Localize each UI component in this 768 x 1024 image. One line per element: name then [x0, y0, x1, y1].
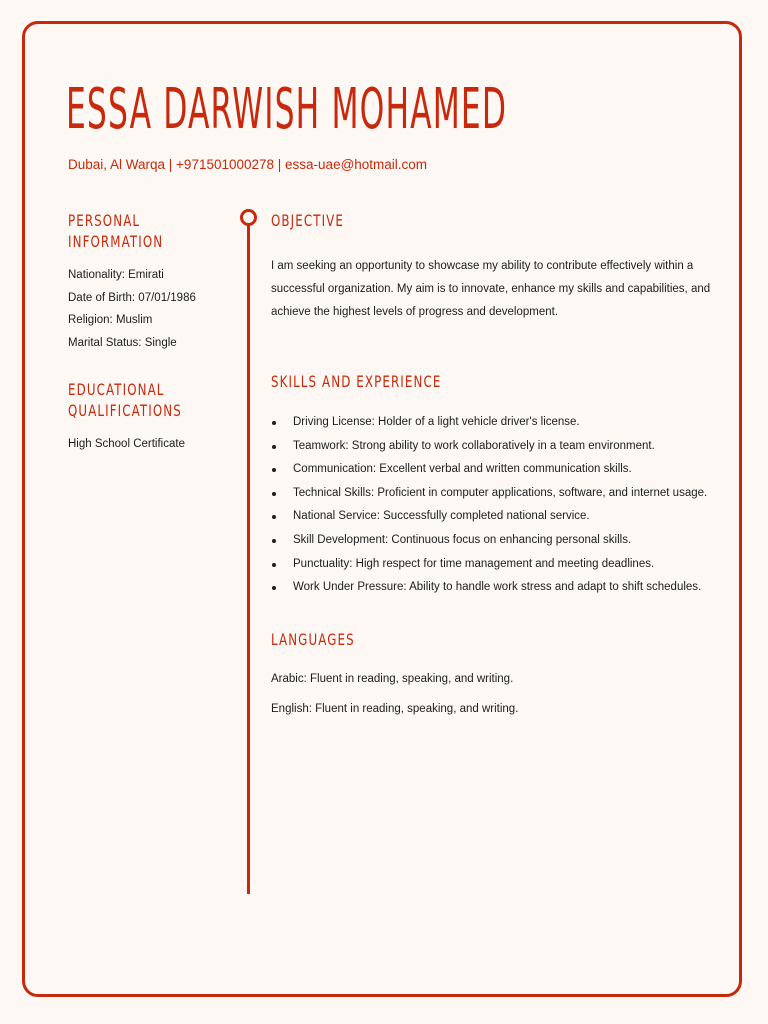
- resume-name: ESSA DARWISH MOHAMED: [66, 77, 508, 142]
- educational-qualifications-section: [68, 379, 228, 456]
- objective-heading: OBJECTIVE: [271, 211, 344, 230]
- list-item: Communication: Excellent verbal and written communication skills.: [271, 458, 721, 482]
- contact-line: Dubai, Al Warqa | +971501000278 | essa-uae@hotmail.com: [68, 157, 428, 172]
- skills-heading: SKILLS AND EXPERIENCE: [271, 372, 442, 391]
- personal-information-section: [68, 210, 228, 354]
- marital-status-text: Marital Status: Single: [68, 336, 177, 349]
- religion-text: Religion: Muslim: [68, 314, 153, 326]
- educational-qualifications-heading: [68, 379, 186, 421]
- list-item: Punctuality: High respect for time management and meeting deadlines.: [271, 553, 721, 577]
- objective-section: [271, 210, 721, 324]
- timeline-line: [247, 217, 250, 894]
- heading-line: EDUCATIONAL: [68, 380, 165, 399]
- languages-heading: LANGUAGES: [271, 630, 355, 649]
- personal-information-heading: [68, 210, 186, 252]
- nationality-text: Nationality: Emirati: [68, 269, 164, 281]
- heading-line: PERSONAL: [68, 211, 141, 230]
- skills-section: [271, 371, 721, 600]
- date-of-birth-text: Date of Birth: 07/01/1986: [68, 291, 196, 304]
- languages-section: [271, 629, 721, 724]
- language-arabic: Arabic: Fluent in reading, speaking, and writing.: [271, 673, 514, 685]
- language-english: English: Fluent in reading, speaking, and writing.: [271, 703, 519, 715]
- education-item: High School Certificate: [68, 438, 185, 450]
- skills-list: [271, 411, 721, 600]
- list-item: National Service: Successfully completed national service.: [271, 505, 721, 529]
- timeline-dot: [240, 209, 257, 226]
- heading-line: QUALIFICATIONS: [68, 401, 182, 420]
- list-item: Work Under Pressure: Ability to handle work stress and adapt to shift schedules.: [271, 576, 721, 600]
- list-item: Driving License: Holder of a light vehicle driver's license.: [271, 411, 721, 435]
- list-item: Teamwork: Strong ability to work collaboratively in a team environment.: [271, 435, 721, 459]
- heading-line: INFORMATION: [68, 232, 164, 251]
- objective-text: I am seeking an opportunity to showcase my ability to contribute effectively within a successful organization. My aim is to innovate, enhance my skills and capabilities, and achieve the highest levels of progress and development.: [271, 260, 711, 318]
- list-item: Technical Skills: Proficient in computer applications, software, and internet usage.: [271, 482, 721, 506]
- list-item: Skill Development: Continuous focus on enhancing personal skills.: [271, 529, 721, 553]
